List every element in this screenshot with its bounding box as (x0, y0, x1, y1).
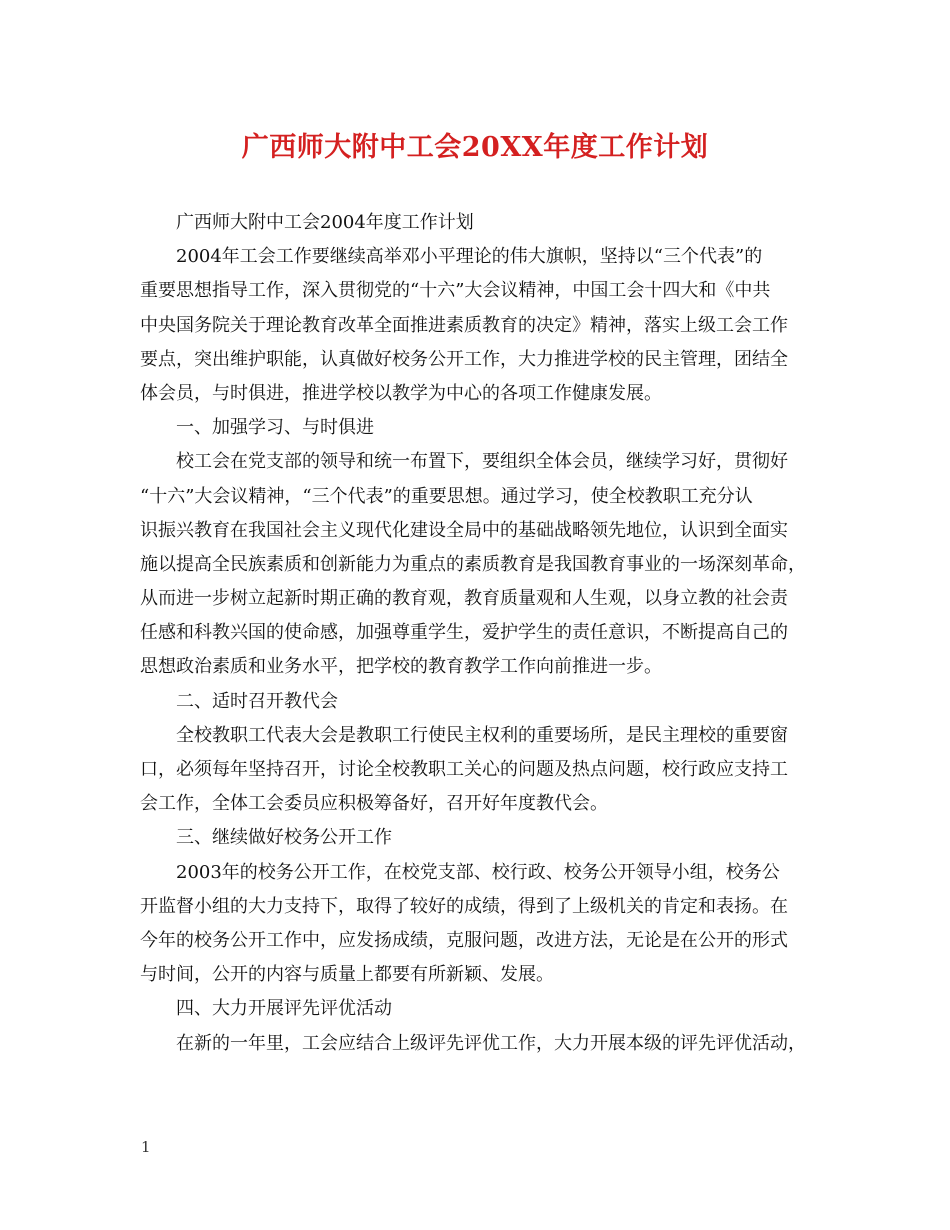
text-line: 2004年工会工作要继续高举邓小平理论的伟大旗帜，坚持以“三个代表”的 (176, 246, 763, 268)
text-line: 识振兴教育在我国社会主义现代化建设全局中的基础战略领先地位，认识到全面实 (140, 519, 788, 541)
text-line: 广西师大附中工会2004年度工作计划 (176, 212, 474, 233)
text-line: “十六”大会议精神，“三个代表”的重要思想。通过学习，使全校教职工充分认 (140, 485, 753, 507)
text-line: 从而进一步树立起新时期正确的教育观，教育质量观和人生观，以身立教的社会责 (140, 588, 788, 610)
text-line: 思想政治素质和业务水平，把学校的教育教学工作向前推进一步。 (140, 656, 662, 678)
text-line: 施以提高全民族素质和创新能力为重点的素质教育是我国教育事业的一场深刻革命， (140, 553, 806, 575)
text-line: 2003年的校务公开工作，在校党支部、校行政、校务公开领导小组，校务公 (176, 861, 780, 883)
text-line: 要点，突出维护职能，认真做好校务公开工作，大力推进学校的民主管理，团结全 (140, 348, 788, 370)
text-line: 任感和科教兴国的使命感，加强尊重学生，爱护学生的责任意识，不断提高自己的 (140, 622, 788, 644)
text-line: 今年的校务公开工作中，应发扬成绩，克服问题，改进方法，无论是在公开的形式 (140, 929, 788, 951)
text-line: 二、适时召开教代会 (176, 690, 338, 712)
text-line: 校工会在党支部的领导和统一布置下，要组织全体会员，继续学习好，贯彻好 (176, 451, 788, 473)
text-line: 体会员，与时俱进，推进学校以教学为中心的各项工作健康发展。 (140, 382, 662, 404)
text-line: 中央国务院关于理论教育改革全面推进素质教育的决定》精神，落实上级工会工作 (140, 314, 788, 336)
text-line: 与时间，公开的内容与质量上都要有所新颖、发展。 (140, 964, 554, 986)
text-line: 四、大力开展评先评优活动 (176, 998, 392, 1020)
text-line: 开监督小组的大力支持下，取得了较好的成绩，得到了上级机关的肯定和表扬。在 (140, 895, 788, 917)
text-line: 在新的一年里，工会应结合上级评先评优工作，大力开展本级的评先评优活动， (176, 1032, 806, 1054)
text-line: 重要思想指导工作，深入贯彻党的“十六”大会议精神，中国工会十四大和《中共 (140, 280, 771, 302)
text-line: 会工作，全体工会委员应积极筹备好，召开好年度教代会。 (140, 793, 608, 815)
text-line: 一、加强学习、与时俱进 (176, 417, 374, 439)
text-line: 全校教职工代表大会是教职工行使民主权利的重要场所，是民主理校的重要窗 (176, 724, 788, 746)
document-body (140, 206, 812, 1061)
page-number: 1 (141, 1138, 151, 1156)
text-line: 口，必须每年坚持召开，讨论全校教职工关心的问题及热点问题，校行政应支持工 (140, 759, 788, 780)
document-title: 广西师大附中工会20XX年度工作计划 (241, 132, 709, 163)
text-line: 三、继续做好校务公开工作 (176, 827, 392, 849)
